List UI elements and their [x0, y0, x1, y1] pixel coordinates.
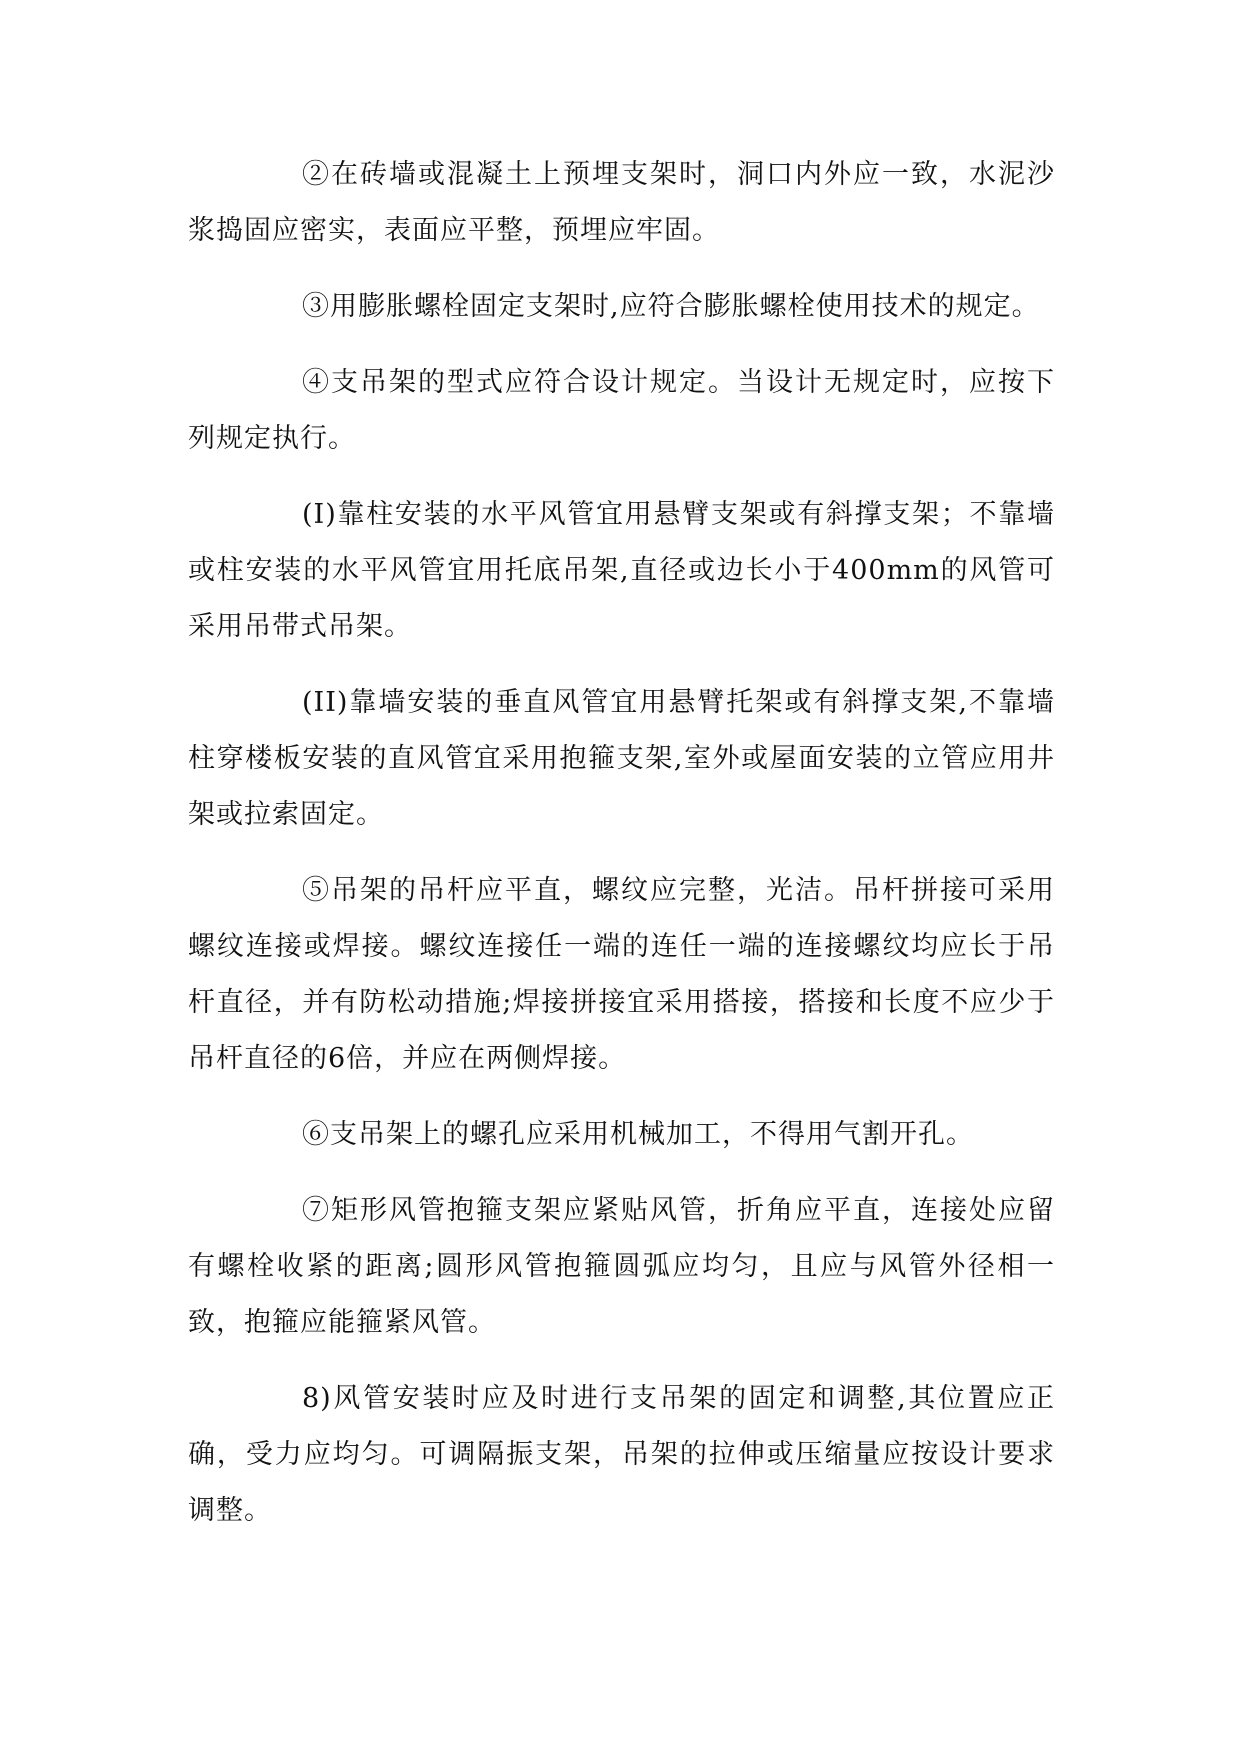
paragraph-bracket-type: ④支吊架的型式应符合设计规定。当设计无规定时，应按下列规定执行。	[188, 367, 1055, 454]
paragraph-embedded-bracket: ②在砖墙或混凝土上预埋支架时，洞口内外应一致，水泥沙浆捣固应密实，表面应平整，预埋应牢固。	[188, 159, 1055, 246]
paragraph-vertical-duct: (II)靠墙安装的垂直风管宜用悬臂托架或有斜撑支架,不靠墙柱穿楼板安装的直风管宜采用抱箍支架,室外或屋面安装的立管应用井架或拉索固定。	[188, 687, 1055, 830]
paragraph-hoop-bracket: ⑦矩形风管抱箍支架应紧贴风管，折角应平直，连接处应留有螺栓收紧的距离;圆形风管抱箍圆弧应均匀，且应与风管外径相一致，抱箍应能箍紧风管。	[188, 1195, 1055, 1338]
paragraph-hanger-rod: ⑤吊架的吊杆应平直，螺纹应完整，光洁。吊杆拼接可采用螺纹连接或焊接。螺纹连接任一端的连任一端的连接螺纹均应长于吊杆直径，并有防松动措施;焊接拼接宜采用搭接，搭接和长度不应少于吊杆直径的6倍，并应在两侧焊接。	[188, 875, 1055, 1074]
paragraph-horizontal-duct: (I)靠柱安装的水平风管宜用悬臂支架或有斜撑支架；不靠墙或柱安装的水平风管宜用托底吊架,直径或边长小于400mm的风管可采用吊带式吊架。	[188, 499, 1055, 642]
document-page	[188, 147, 1055, 1559]
paragraph-duct-installation: 8)风管安装时应及时进行支吊架的固定和调整,其位置应正确，受力应均匀。可调隔振支架，吊架的拉伸或压缩量应按设计要求调整。	[188, 1383, 1055, 1526]
paragraph-expansion-bolt: ③用膨胀螺栓固定支架时,应符合膨胀螺栓使用技术的规定。	[302, 291, 1040, 322]
paragraph-bolt-holes: ⑥支吊架上的螺孔应采用机械加工，不得用气割开孔。	[302, 1119, 974, 1150]
